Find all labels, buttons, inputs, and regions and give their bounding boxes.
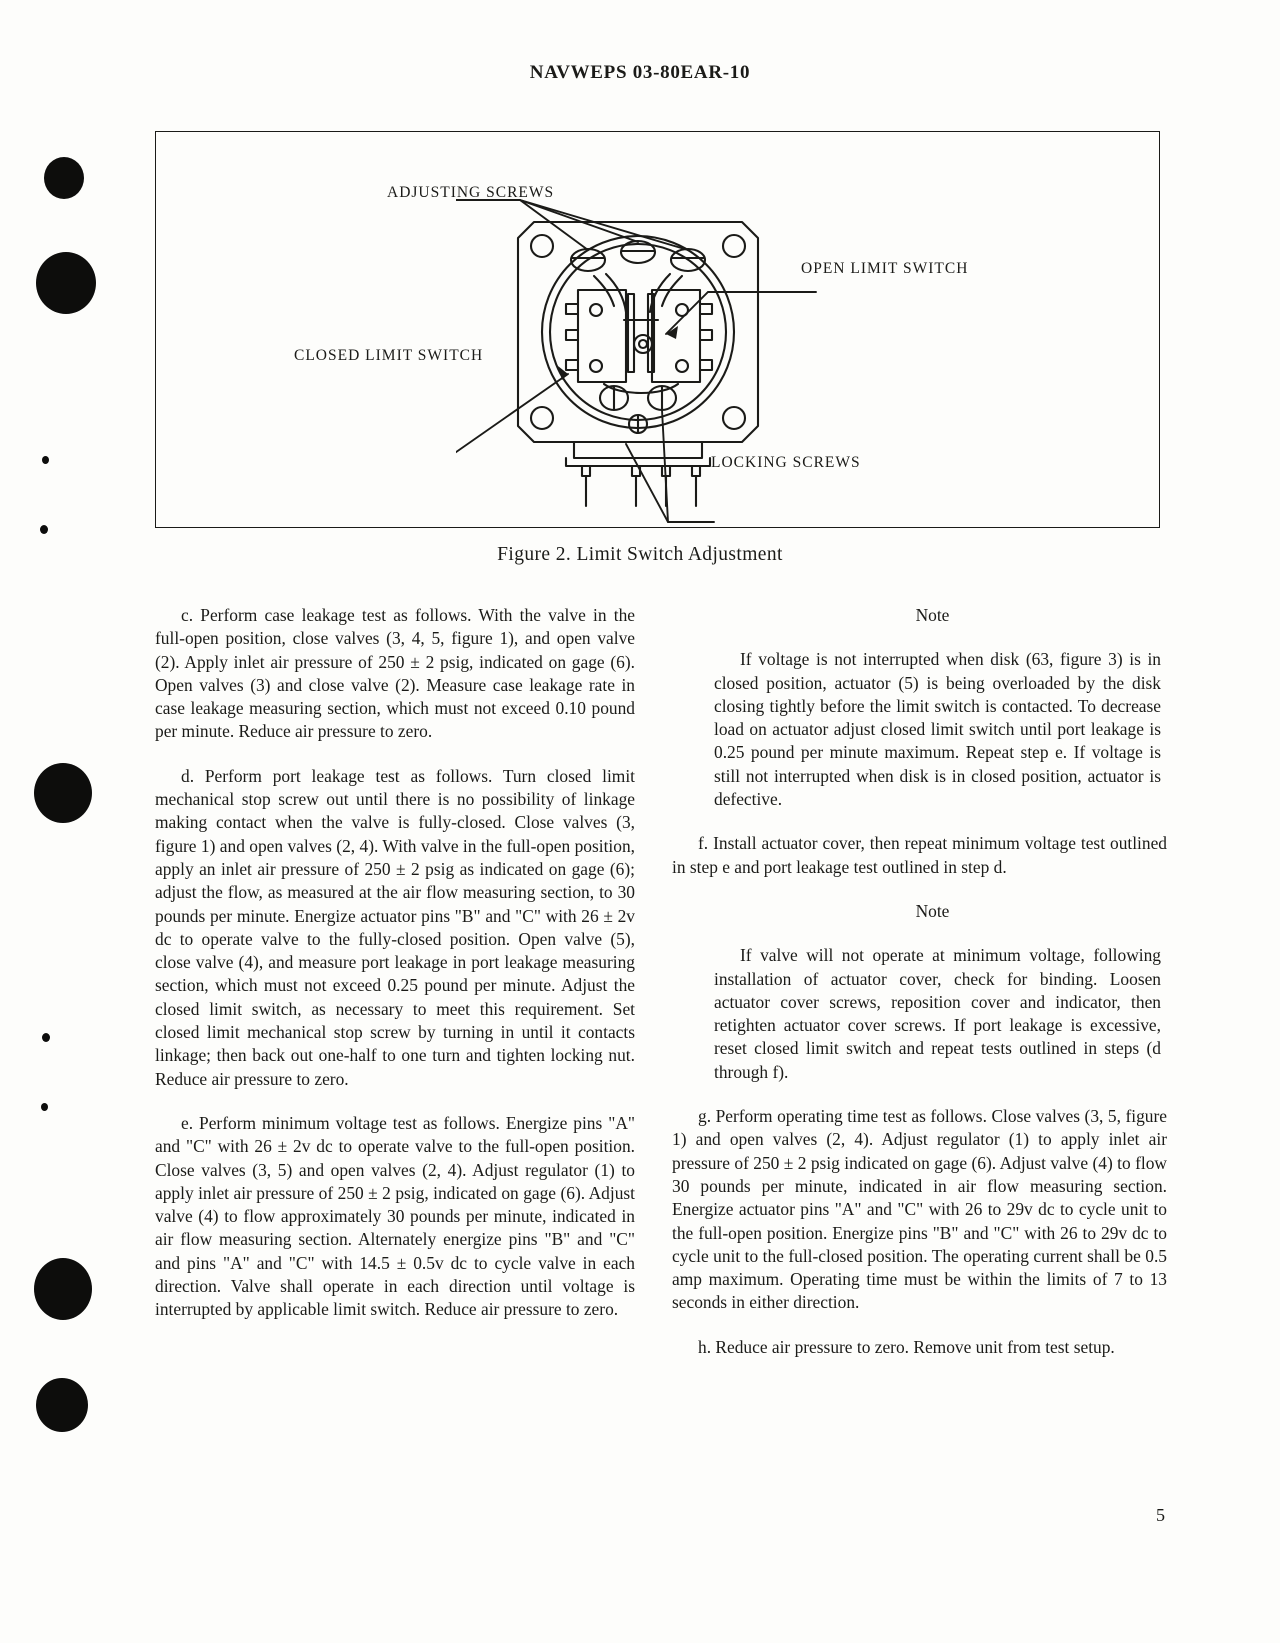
callout-label-adjusting-screws: ADJUSTING SCREWS	[387, 184, 555, 201]
body-column-right	[672, 604, 1167, 1380]
paragraph-c: c. Perform case leakage test as follows. With the valve in the full-open position, close valves (3, 4, 5, figure 1), and open valve (2). Apply inlet air pressure of 250 ± 2 psig, indicated on gage (6). Open valves (3) and close valve (2). Measure case leakage rate in case leakage measuring section, which must not exceed 0.10 pound per minute. Reduce air pressure to zero.	[155, 605, 635, 742]
page-number: 5	[1156, 1505, 1165, 1525]
callout-label-open-limit-switch: OPEN LIMIT SWITCH	[801, 260, 969, 277]
scan-speck-mark	[42, 1033, 50, 1042]
paragraph-d: d. Perform port leakage test as follows. Turn closed limit mechanical stop screw out until there is no possibility of linkage making contact when the valve is fully-closed. Close valves (3, figure 1) and open valves (2, 4). With valve in the full-open position, apply an inlet air pressure of 250 ± 2 psig as indicated on gage (6); adjust the flow, as measured at the air flow measuring section, to 30 pounds per minute. Energize actuator pins "B" and "C" with 26 ± 2v dc to operate valve to the fully-closed position. Open valve (5), close valve (4), and measure port leakage in port leakage measuring section, which must not exceed 0.25 pound per minute. Adjust the closed limit switch, as necessary to meet this requirement. Set closed limit mechanical stop screw by turning in until it contacts linkage; then back out one-half to one turn and tighten locking nut. Reduce air pressure to zero.	[155, 765, 635, 1089]
note-heading-2: Note	[915, 900, 950, 921]
limit-switch-assembly-diagram	[456, 194, 886, 524]
paragraph-e: e. Perform minimum voltage test as follows. Energize pins "A" and "C" with 26 ± 2v dc to operate valve to the full-open position. Close valves (3, 5) and open valves (2, 4). Adjust regulator (1) to apply inlet air pressure of 250 ± 2 psig, indicated on gage (6). Adjust valve (4) to flow approximately 30 pounds per minute, indicated in air flow measuring section. Alternately energize pins "B" and "C" and pins "A" and "C" with 14.5 ± 0.5v dc to cycle valve in each direction. Valve shall operate in each direction until voltage is interrupted by applicable limit switch. Reduce air pressure to zero.	[155, 1112, 635, 1320]
body-column-left	[155, 604, 635, 1343]
callout-label-closed-limit-switch: CLOSED LIMIT SWITCH	[294, 347, 484, 364]
note-heading-1: Note	[915, 605, 950, 625]
figure-frame	[155, 131, 1160, 528]
binder-hole-mark	[44, 157, 84, 199]
callout-label-locking-screws: LOCKING SCREWS	[711, 454, 861, 471]
binder-hole-mark	[34, 1258, 92, 1320]
binder-hole-mark	[34, 763, 92, 823]
paragraph-g: g. Perform operating time test as follows. Close valves (3, 5, figure 1) and open valves (2, 4). Adjust regulator (1) to apply inlet air pressure of 250 ± 2 psig indicated on gage (6). Adjust valve (4) to flow 30 pounds per minute, indicated in air flow measuring section. Energize actuator pins "A" and "C" with 26 to 29v dc to cycle unit to the full-open position. Energize pins "B" and "C" with 26 to 29v dc to cycle unit to the full-closed position. The operating current shall be 0.5 amp maximum. Operating time must be within the limits of 7 to 13 seconds in either direction.	[672, 1106, 1167, 1313]
paragraph-h: h. Reduce air pressure to zero. Remove unit from test setup.	[698, 1336, 1115, 1357]
running-head: NAVWEPS 03-80EAR-10	[529, 62, 751, 83]
note-text-2: If valve will not operate at minimum voltage, following installation of actuator cover, check for binding. Loosen actuator cover screws, reposition cover and indicator, then retighten actuator cover screws. If port leakage is excessive, reset closed limit switch and repeat tests outlined in steps (d through f).	[714, 945, 1161, 1082]
figure-caption: Figure 2. Limit Switch Adjustment	[497, 544, 783, 565]
binder-hole-mark	[36, 1378, 88, 1432]
paragraph-f: f. Install actuator cover, then repeat minimum voltage test outlined in step e and port leakage test outlined in step d.	[672, 833, 1167, 877]
binder-hole-mark	[36, 252, 96, 314]
scan-speck-mark	[42, 456, 49, 464]
note-text-1: If voltage is not interrupted when disk (63, figure 3) is in closed position, actuator (5) is being overloaded by the disk closing tightly before the limit switch is contacted. To decrease load on actuator adjust closed limit switch until port leakage is 0.25 pound per minute maximum. Repeat step e. If voltage is still not interrupted when disk is in closed position, actuator is defective.	[714, 649, 1161, 810]
scan-speck-mark	[41, 1103, 48, 1111]
scan-speck-mark	[40, 525, 48, 534]
figure-content	[156, 132, 1159, 527]
